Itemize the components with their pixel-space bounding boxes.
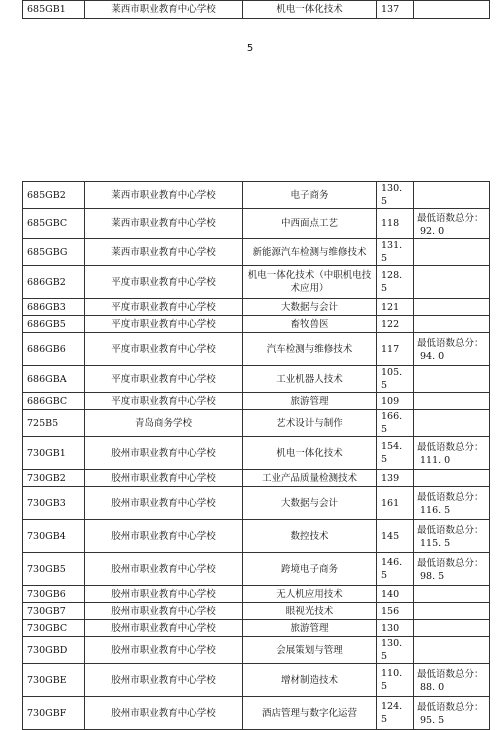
- program-code-cell: 686GB6: [23, 333, 85, 366]
- table-row: [23, 316, 490, 333]
- school-name-cell: 莱西市职业教育中心学校: [85, 182, 243, 209]
- major-name-cell: 机电一体化技术: [243, 1, 377, 19]
- note-label: [417, 400, 487, 402]
- min-score-cell: 122: [377, 316, 414, 333]
- school-name-cell: 胶州市职业教育中心学校: [85, 437, 243, 470]
- major-name-cell: 汽车检测与维修技术: [243, 333, 377, 366]
- note-label: [417, 477, 487, 479]
- school-name-cell: 胶州市职业教育中心学校: [85, 603, 243, 620]
- program-code-cell: 686GB3: [23, 299, 85, 316]
- table-row: [23, 1, 490, 19]
- program-code-cell: 685GBC: [23, 209, 85, 239]
- program-code-cell: 730GB5: [23, 553, 85, 586]
- note-cell: [414, 209, 490, 239]
- min-score-cell: 161: [377, 487, 414, 520]
- major-name-cell: 旅游管理: [243, 620, 377, 637]
- min-score-cell: 154. 5: [377, 437, 414, 470]
- min-score-cell: 140: [377, 586, 414, 603]
- note-cell: [414, 520, 490, 553]
- note-cell: [414, 239, 490, 266]
- school-name-cell: 平度市职业教育中心学校: [85, 266, 243, 299]
- note-label: [417, 9, 487, 11]
- note-label: [417, 422, 487, 424]
- note-label: [417, 281, 487, 283]
- min-score-cell: 124. 5: [377, 697, 414, 730]
- program-code-cell: 730GB3: [23, 487, 85, 520]
- min-score-cell: 139: [377, 470, 414, 487]
- note-value: 92. 0: [420, 225, 445, 237]
- table-row: [23, 437, 490, 470]
- note-label: 最低语数总分：: [417, 702, 484, 713]
- note-label: 最低语数总分：: [417, 492, 484, 503]
- note-cell: [414, 266, 490, 299]
- note-cell: [414, 620, 490, 637]
- note-cell: [414, 1, 490, 19]
- program-code-cell: 730GB6: [23, 586, 85, 603]
- note-label: 最低语数总分：: [417, 338, 484, 349]
- note-label: [417, 649, 487, 651]
- table-row: [23, 410, 490, 437]
- min-score-cell: 109: [377, 393, 414, 410]
- major-name-cell: 机电一体化技术: [243, 437, 377, 470]
- admission-score-table: [22, 181, 490, 730]
- note-value: 116. 5: [420, 505, 451, 516]
- min-score-cell: 146. 5: [377, 553, 414, 586]
- min-score-cell: 166. 5: [377, 410, 414, 437]
- table-row: [23, 366, 490, 393]
- school-name-cell: 平度市职业教育中心学校: [85, 393, 243, 410]
- program-code-cell: 730GBC: [23, 620, 85, 637]
- program-code-cell: 686GBC: [23, 393, 85, 410]
- table-row: [23, 299, 490, 316]
- major-name-cell: 电子商务: [243, 182, 377, 209]
- min-score-cell: 130: [377, 620, 414, 637]
- note-value: 88. 0: [420, 682, 445, 693]
- note-cell: [414, 697, 490, 730]
- note-cell: [414, 316, 490, 333]
- school-name-cell: 胶州市职业教育中心学校: [85, 697, 243, 730]
- note-value: 115. 5: [420, 538, 451, 549]
- major-name-cell: 工业机器人技术: [243, 366, 377, 393]
- school-name-cell: 胶州市职业教育中心学校: [85, 664, 243, 697]
- program-code-cell: 730GBE: [23, 664, 85, 697]
- note-label: 最低语数总分：: [417, 558, 484, 569]
- min-score-cell: 145: [377, 520, 414, 553]
- table-row: [23, 487, 490, 520]
- note-cell: [414, 637, 490, 664]
- note-label: [417, 627, 487, 629]
- major-name-cell: 无人机应用技术: [243, 586, 377, 603]
- program-code-cell: 730GBD: [23, 637, 85, 664]
- table-row: [23, 470, 490, 487]
- major-name-cell: 数控技术: [243, 520, 377, 553]
- major-name-cell: 旅游管理: [243, 393, 377, 410]
- note-cell: [414, 437, 490, 470]
- note-cell: [414, 586, 490, 603]
- note-label: [417, 194, 487, 196]
- note-label: [417, 378, 487, 380]
- school-name-cell: 平度市职业教育中心学校: [85, 316, 243, 333]
- program-code-cell: 685GB1: [23, 1, 85, 19]
- note-cell: [414, 664, 490, 697]
- table-row: [23, 586, 490, 603]
- school-name-cell: 胶州市职业教育中心学校: [85, 586, 243, 603]
- table-row: [23, 266, 490, 299]
- major-name-cell: 跨境电子商务: [243, 553, 377, 586]
- note-cell: [414, 366, 490, 393]
- major-name-cell: 眼视光技术: [243, 603, 377, 620]
- min-score-cell: 105. 5: [377, 366, 414, 393]
- note-cell: [414, 299, 490, 316]
- min-score-cell: 130. 5: [377, 637, 414, 664]
- school-name-cell: 青岛商务学校: [85, 410, 243, 437]
- major-name-cell: 增材制造技术: [243, 664, 377, 697]
- school-name-cell: 平度市职业教育中心学校: [85, 366, 243, 393]
- table-row: [23, 637, 490, 664]
- min-score-cell: 156: [377, 603, 414, 620]
- note-cell: [414, 553, 490, 586]
- note-cell: [414, 182, 490, 209]
- major-name-cell: 艺术设计与制作: [243, 410, 377, 437]
- note-cell: [414, 410, 490, 437]
- program-code-cell: 730GB7: [23, 603, 85, 620]
- school-name-cell: 胶州市职业教育中心学校: [85, 553, 243, 586]
- note-label: [417, 593, 487, 595]
- program-code-cell: 686GB5: [23, 316, 85, 333]
- table-row: [23, 393, 490, 410]
- note-label: 最低语数总分：: [417, 669, 484, 680]
- note-label: 最低语数总分：: [417, 212, 484, 224]
- school-name-cell: 莱西市职业教育中心学校: [85, 1, 243, 19]
- top-table-fragment: [22, 0, 490, 19]
- min-score-cell: 121: [377, 299, 414, 316]
- major-name-cell: 酒店管理与数字化运营: [243, 697, 377, 730]
- program-code-cell: 730GB1: [23, 437, 85, 470]
- table-row: [23, 239, 490, 266]
- note-value: 98. 5: [420, 571, 445, 582]
- table-row: [23, 620, 490, 637]
- major-name-cell: 大数据与会计: [243, 299, 377, 316]
- program-code-cell: 730GB2: [23, 470, 85, 487]
- major-name-cell: 大数据与会计: [243, 487, 377, 520]
- school-name-cell: 平度市职业教育中心学校: [85, 299, 243, 316]
- major-name-cell: 会展策划与管理: [243, 637, 377, 664]
- table-row: [23, 209, 490, 239]
- school-name-cell: 胶州市职业教育中心学校: [85, 520, 243, 553]
- program-code-cell: 685GBG: [23, 239, 85, 266]
- school-name-cell: 莱西市职业教育中心学校: [85, 239, 243, 266]
- min-score-cell: 131. 5: [377, 239, 414, 266]
- note-label: 最低语数总分：: [417, 442, 484, 453]
- school-name-cell: 胶州市职业教育中心学校: [85, 637, 243, 664]
- min-score-cell: 110. 5: [377, 664, 414, 697]
- min-score-cell: 130. 5: [377, 182, 414, 209]
- note-cell: [414, 487, 490, 520]
- note-value: 111. 0: [420, 455, 451, 466]
- table-row: [23, 697, 490, 730]
- page-number: 5: [246, 43, 254, 54]
- program-code-cell: 686GB2: [23, 266, 85, 299]
- min-score-cell: 128. 5: [377, 266, 414, 299]
- min-score-cell: 117: [377, 333, 414, 366]
- major-name-cell: 工业产品质量检测技术: [243, 470, 377, 487]
- table-row: [23, 333, 490, 366]
- table-row: [23, 664, 490, 697]
- program-code-cell: 686GBA: [23, 366, 85, 393]
- table-row: [23, 182, 490, 209]
- note-label: [417, 610, 487, 612]
- major-name-cell: 新能源汽车检测与维修技术: [243, 239, 377, 266]
- note-label: [417, 306, 487, 308]
- table-row: [23, 520, 490, 553]
- school-name-cell: 胶州市职业教育中心学校: [85, 487, 243, 520]
- major-name-cell: 中西面点工艺: [243, 209, 377, 239]
- school-name-cell: 平度市职业教育中心学校: [85, 333, 243, 366]
- note-cell: [414, 603, 490, 620]
- note-cell: [414, 393, 490, 410]
- note-label: [417, 323, 487, 325]
- note-value: 95. 5: [420, 715, 445, 726]
- program-code-cell: 730GBF: [23, 697, 85, 730]
- min-score-cell: 137: [377, 1, 414, 19]
- school-name-cell: 莱西市职业教育中心学校: [85, 209, 243, 239]
- table-row: [23, 603, 490, 620]
- major-name-cell: 畜牧兽医: [243, 316, 377, 333]
- table-row: [23, 553, 490, 586]
- note-cell: [414, 470, 490, 487]
- major-name-cell: 机电一体化技术（中职机电技术应用）: [243, 266, 377, 299]
- note-value: 94. 0: [420, 351, 445, 362]
- program-code-cell: 685GB2: [23, 182, 85, 209]
- school-name-cell: 胶州市职业教育中心学校: [85, 470, 243, 487]
- min-score-cell: 118: [377, 209, 414, 239]
- school-name-cell: 胶州市职业教育中心学校: [85, 620, 243, 637]
- note-cell: [414, 333, 490, 366]
- note-label: [417, 251, 487, 253]
- program-code-cell: 725B5: [23, 410, 85, 437]
- program-code-cell: 730GB4: [23, 520, 85, 553]
- note-label: 最低语数总分：: [417, 525, 484, 536]
